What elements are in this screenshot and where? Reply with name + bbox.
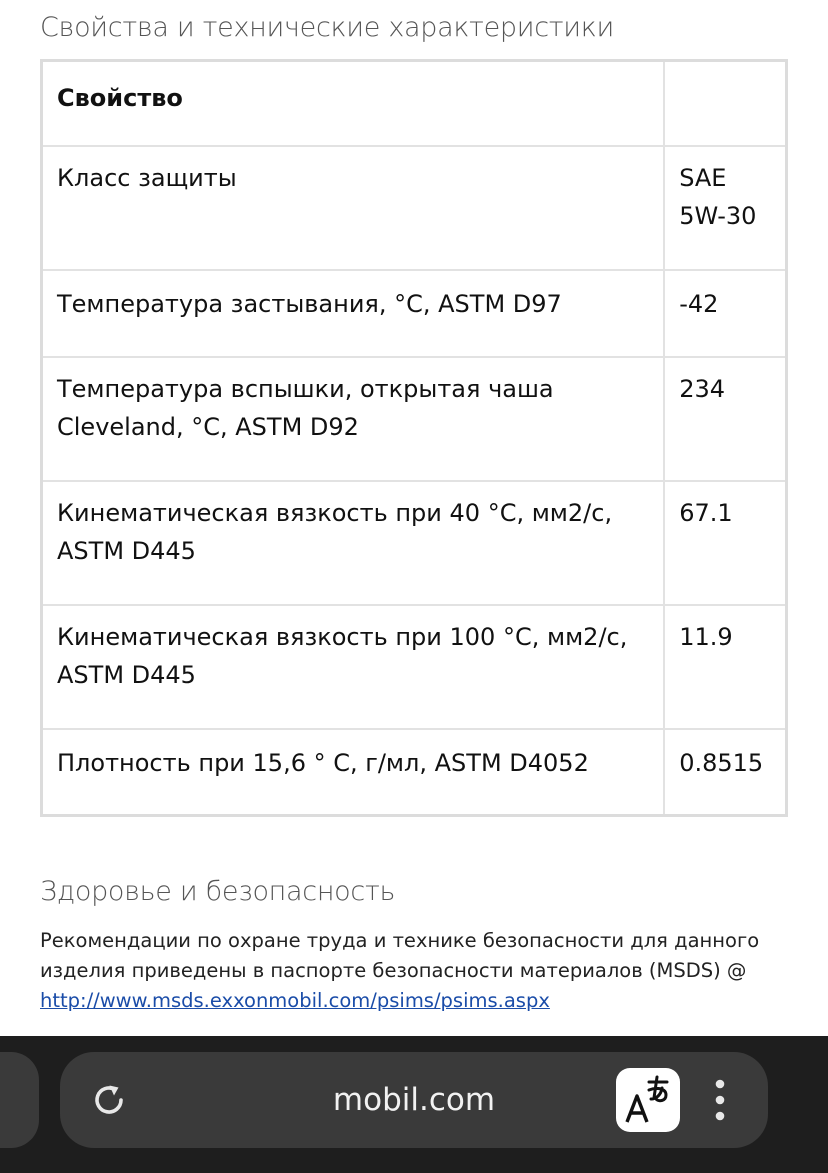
- property-name: Класс защиты: [42, 146, 665, 270]
- table-row: [42, 729, 787, 816]
- health-text: Рекомендации по охране труда и технике безопасности для данного изделия приведены в паспорте безопасности материалов (MSDS) @: [40, 929, 760, 982]
- url-text[interactable]: mobil.com: [332, 1082, 496, 1118]
- more-vert-icon[interactable]: [705, 1076, 735, 1124]
- msds-link[interactable]: http://www.msds.exxonmobil.com/psims/psims.aspx: [40, 989, 550, 1012]
- table-row: [42, 270, 787, 357]
- property-name: Температура вспышки, открытая чаша Cleveland, °C, ASTM D92: [42, 357, 665, 481]
- table-row: [42, 357, 787, 481]
- table-row: [42, 605, 787, 729]
- table-header-row: [42, 61, 787, 146]
- section-title-properties: Свойства и технические характеристики: [40, 12, 614, 43]
- property-value: 67.1: [664, 481, 786, 605]
- property-value: SAE 5W-30: [664, 146, 786, 270]
- property-value: 0.8515: [664, 729, 786, 816]
- property-name: Температура застывания, °C, ASTM D97: [42, 270, 665, 357]
- browser-bottom-bar: [0, 1036, 828, 1173]
- previous-tab-pill[interactable]: [0, 1052, 39, 1148]
- table-row: [42, 146, 787, 270]
- address-bar[interactable]: [60, 1052, 768, 1148]
- health-paragraph: [40, 926, 800, 1016]
- table-row: [42, 481, 787, 605]
- properties-table: [40, 59, 788, 817]
- property-value: 234: [664, 357, 786, 481]
- header-cell-property: Свойство: [42, 61, 665, 146]
- property-name: Кинематическая вязкость при 100 °C, мм2/с, ASTM D445: [42, 605, 665, 729]
- header-cell-value: [664, 61, 786, 146]
- property-value: 11.9: [664, 605, 786, 729]
- property-name: Плотность при 15,6 ° C, г/мл, ASTM D4052: [42, 729, 665, 816]
- property-value: -42: [664, 270, 786, 357]
- section-title-health: Здоровье и безопасность: [40, 876, 396, 907]
- property-name: Кинематическая вязкость при 40 °C, мм2/с, ASTM D445: [42, 481, 665, 605]
- translate-icon[interactable]: [616, 1068, 680, 1132]
